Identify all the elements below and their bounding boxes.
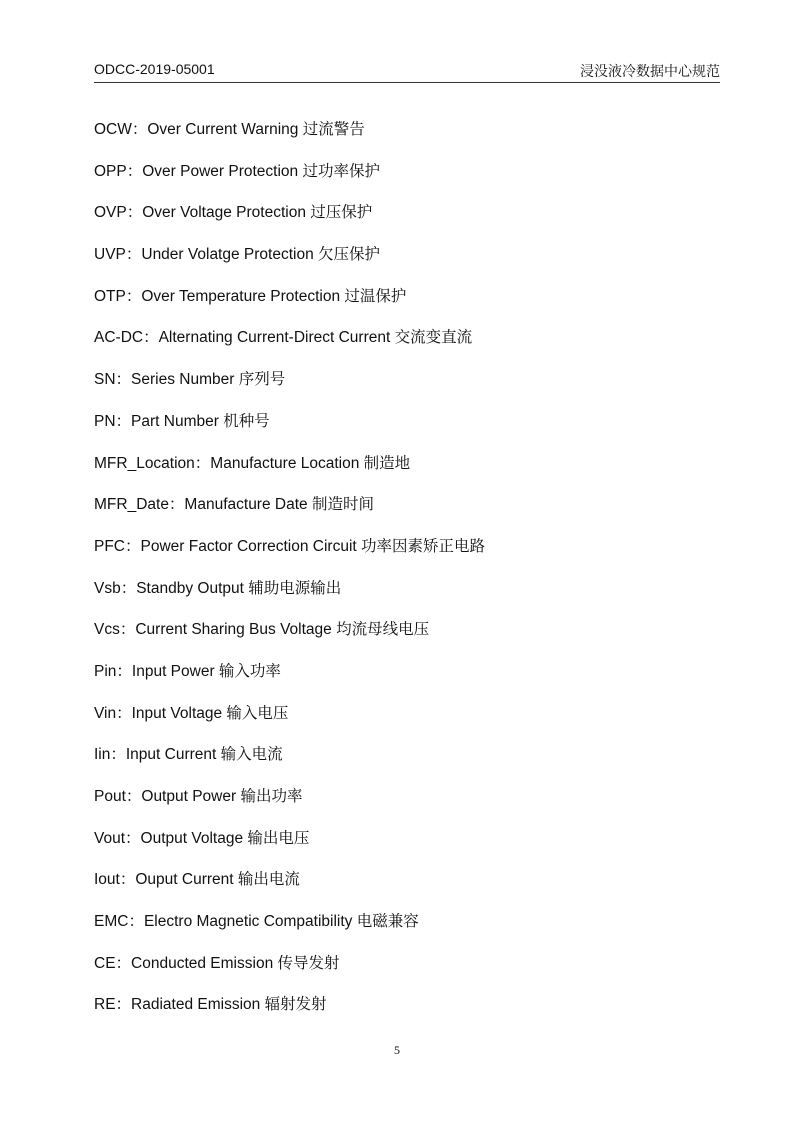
page-number: 5 — [394, 1043, 400, 1057]
list-item: PN：Part Number 机种号 — [94, 412, 270, 430]
list-item: AC-DC：Alternating Current-Direct Current 交流变直流 — [94, 329, 473, 347]
document-id: ODCC-2019-05001 — [94, 61, 215, 77]
document-title: 浸没液冷数据中心规范 — [580, 63, 720, 79]
page-header — [94, 58, 720, 83]
list-item: PFC：Power Factor Correction Circuit 功率因素矫正电路 — [94, 537, 486, 555]
list-item: MFR_Date：Manufacture Date 制造时间 — [94, 496, 374, 514]
list-item: EMC：Electro Magnetic Compatibility 电磁兼容 — [94, 913, 419, 931]
list-item: OCW：Over Current Warning 过流警告 — [94, 121, 365, 138]
list-item: Iout：Ouput Current 输出电流 — [94, 871, 300, 889]
list-item: OVP：Over Voltage Protection 过压保护 — [94, 204, 373, 222]
list-item: Vsb：Standby Output 辅助电源输出 — [94, 579, 342, 597]
list-item: UVP：Under Volatge Protection 欠压保护 — [94, 246, 381, 264]
list-item: CE：Conducted Emission 传导发射 — [94, 954, 340, 972]
list-item: SN：Series Number 序列号 — [94, 371, 286, 389]
list-item: OTP：Over Temperature Protection 过温保护 — [94, 287, 407, 305]
list-item: Iin：Input Current 输入电流 — [94, 746, 283, 764]
list-item: Vin：Input Voltage 输入电压 — [94, 704, 289, 722]
list-item: Vcs：Current Sharing Bus Voltage 均流母线电压 — [94, 621, 430, 639]
list-item: Vout：Output Voltage 输出电压 — [94, 829, 310, 847]
list-item: MFR_Location：Manufacture Location 制造地 — [94, 454, 411, 472]
list-item: Pout：Output Power 输出功率 — [94, 788, 303, 805]
list-item: Pin：Input Power 输入功率 — [94, 662, 281, 680]
list-item: RE：Radiated Emission 辐射发射 — [94, 996, 327, 1014]
abbreviation-list — [94, 118, 485, 1035]
list-item: OPP：Over Power Protection 过功率保护 — [94, 162, 380, 180]
